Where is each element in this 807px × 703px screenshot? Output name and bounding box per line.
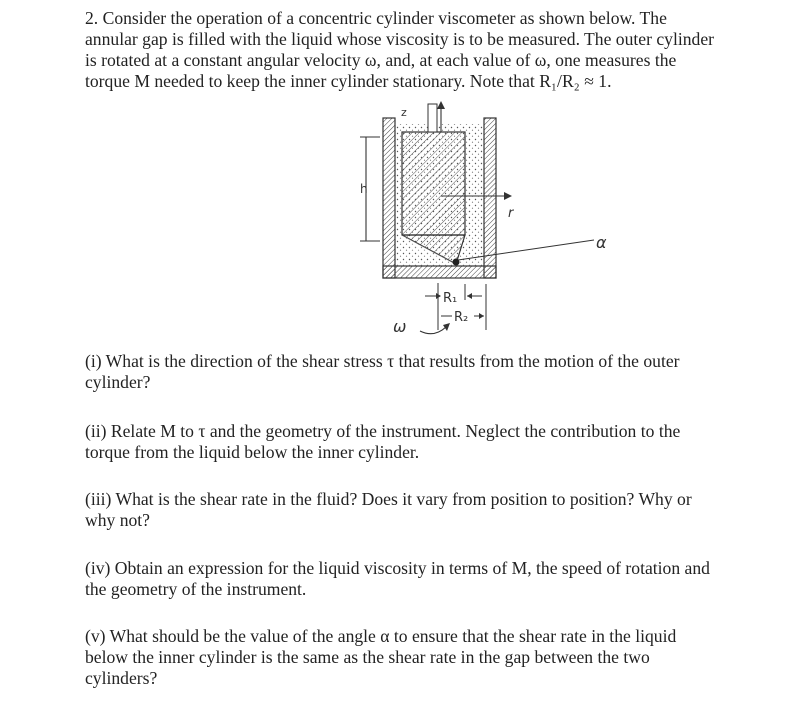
label-h: h bbox=[360, 182, 368, 196]
question-iv bbox=[85, 558, 800, 600]
liquid-gap bbox=[395, 124, 484, 266]
question-v bbox=[85, 626, 800, 689]
alpha-leader-line bbox=[458, 240, 594, 260]
label-R2: R₂ bbox=[454, 310, 469, 325]
question-line: below the inner cylinder is the same as the shear rate in the gap between the two bbox=[85, 647, 650, 667]
question-ii bbox=[85, 421, 800, 463]
question-line: (i) What is the direction of the shear stress τ that results from the motion of the outer bbox=[85, 351, 680, 371]
h-dimension bbox=[360, 137, 380, 241]
label-r: r bbox=[508, 206, 514, 221]
inner-cylinder bbox=[402, 104, 465, 266]
question-line: (v) What should be the value of the angle α to ensure that the shear rate in the liquid bbox=[85, 626, 677, 646]
question-line: why not? bbox=[85, 510, 150, 530]
label-z: z bbox=[401, 106, 407, 119]
question-line: (iii) What is the shear rate in the fluid? Does it vary from position to position? Why or bbox=[85, 489, 692, 509]
question-iii bbox=[85, 489, 800, 531]
question-line: cylinder? bbox=[85, 372, 151, 392]
question-line: cylinders? bbox=[85, 668, 158, 688]
problem-statement bbox=[85, 8, 800, 92]
intro-line-2: annular gap is filled with the liquid whose viscosity is to be measured. The outer cylinder bbox=[85, 29, 715, 49]
question-line: (ii) Relate M to τ and the geometry of the instrument. Neglect the contribution to the bbox=[85, 421, 681, 441]
intro-line-1: 2. Consider the operation of a concentric cylinder viscometer as shown below. The bbox=[85, 8, 667, 28]
pivot-point bbox=[453, 259, 460, 266]
label-alpha: α bbox=[596, 233, 607, 252]
question-line: (iv) Obtain an expression for the liquid viscosity in terms of M, the speed of rotation and bbox=[85, 558, 710, 578]
radius-dimensions bbox=[425, 283, 486, 330]
question-line: the geometry of the instrument. bbox=[85, 579, 307, 599]
r-axis-arrow bbox=[441, 192, 512, 200]
intro-line-4: torque M needed to keep the inner cylinder stationary. Note that R₁/R₂ ≈ 1. bbox=[85, 71, 612, 91]
question-i bbox=[85, 351, 800, 393]
rotation-arrow bbox=[420, 327, 446, 334]
label-R1: R₁ bbox=[443, 291, 458, 306]
intro-line-3: is rotated at a constant angular velocity ω, and, at each value of ω, one measures the bbox=[85, 50, 677, 70]
label-omega: ω bbox=[393, 317, 407, 336]
outer-cylinder bbox=[383, 118, 496, 278]
question-line: torque from the liquid below the inner cylinder. bbox=[85, 442, 420, 462]
z-axis-arrow bbox=[437, 101, 445, 132]
